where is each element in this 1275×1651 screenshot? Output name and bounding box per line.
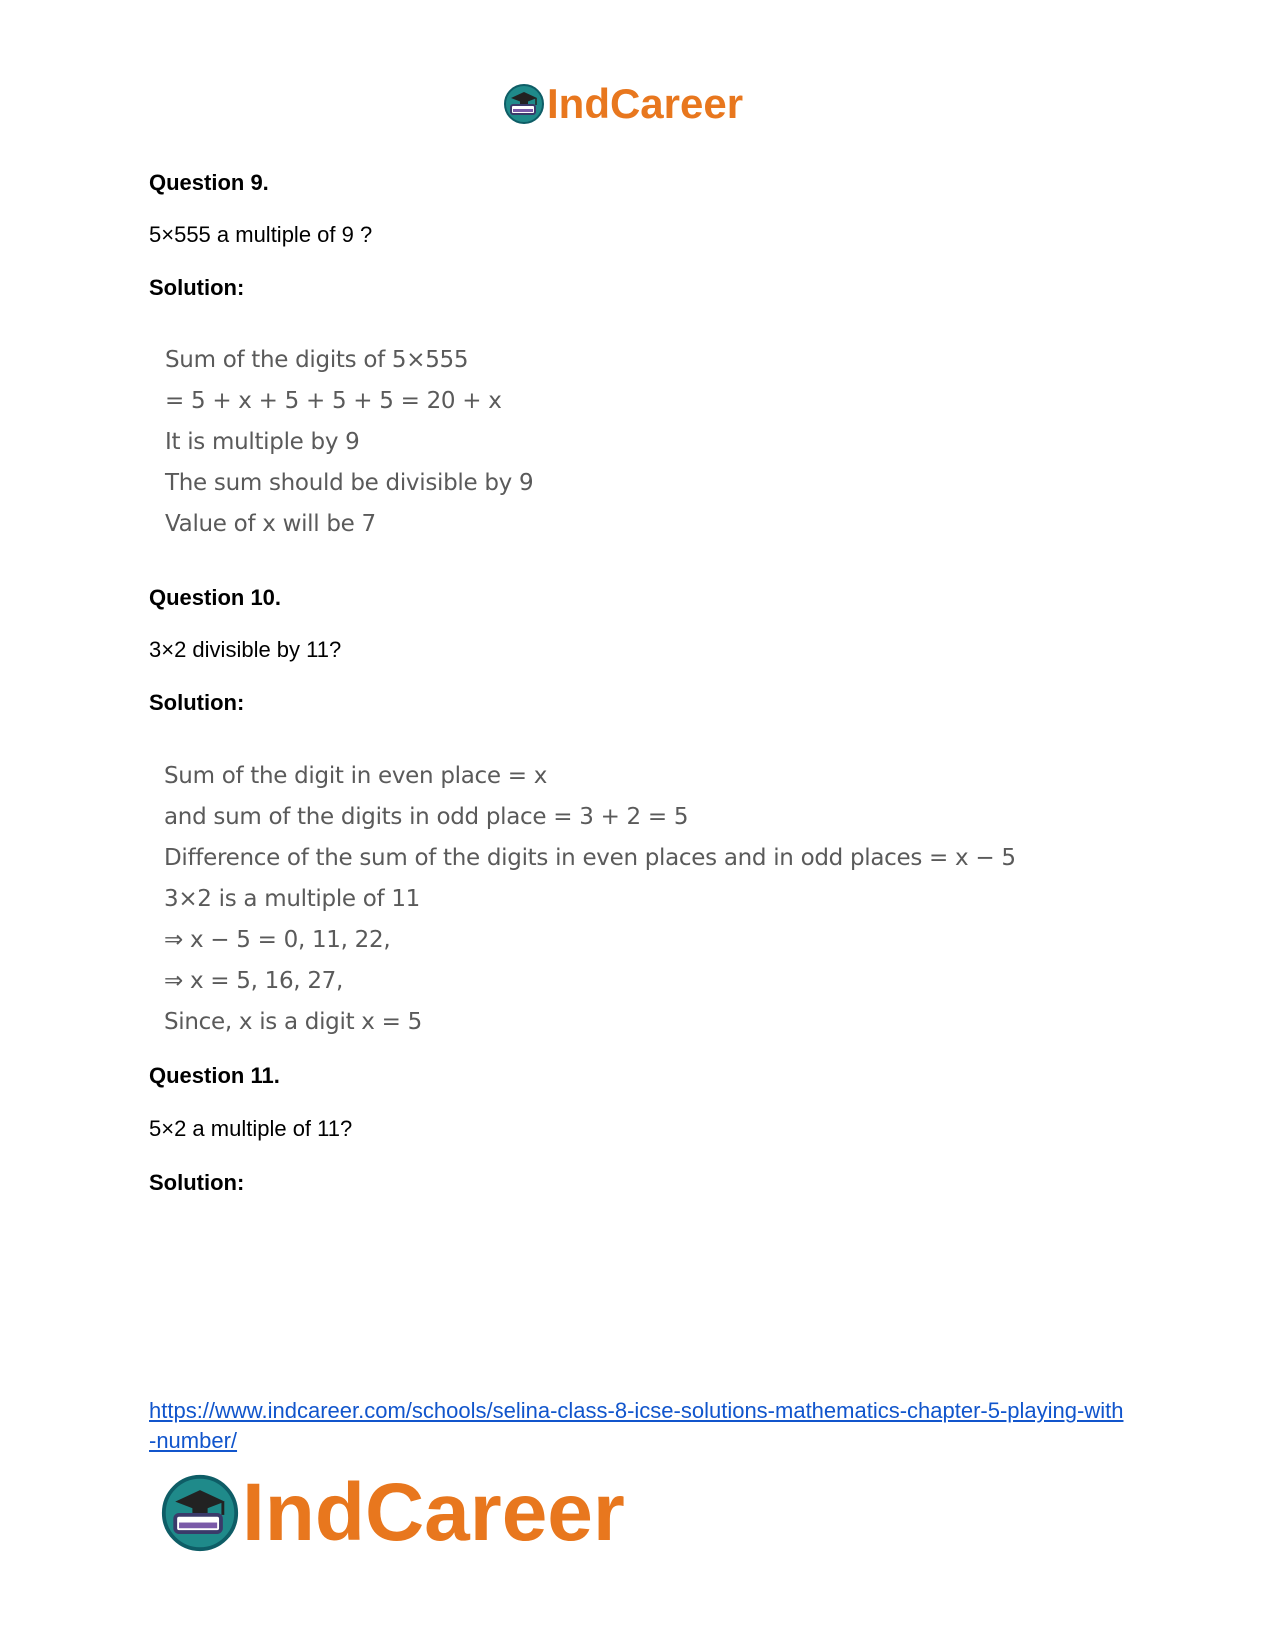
question-11-text: 5×2 a multiple of 11?	[149, 1116, 353, 1141]
question-10-solution-label: Solution:	[149, 690, 245, 715]
solution-line: Sum of the digits of 5×555	[165, 347, 469, 373]
question-10-solution	[164, 756, 1016, 1043]
solution-line: Sum of the digit in even place = x	[164, 763, 548, 789]
question-9-title: Question 9.	[149, 170, 269, 195]
solution-line: ⇒ x = 5, 16, 27,	[164, 968, 344, 994]
solution-line: Since, x is a digit x = 5	[164, 1009, 422, 1035]
solution-line: 3×2 is a multiple of 11	[164, 886, 421, 912]
solution-line: Value of x will be 7	[165, 511, 376, 537]
solution-line: ⇒ x − 5 = 0, 11, 22,	[164, 927, 391, 953]
solution-line: The sum should be divisible by 9	[165, 470, 534, 496]
source-url-link[interactable]: https://www.indcareer.com/schools/selina-class-8-icse-solutions-mathematics-chapter-5-playing-with-number/	[149, 1398, 1124, 1453]
question-10-text: 3×2 divisible by 11?	[149, 637, 342, 662]
question-9-solution-label: Solution:	[149, 275, 245, 300]
question-11-title: Question 11.	[149, 1063, 280, 1088]
footer-logo	[160, 1468, 625, 1558]
solution-line: and sum of the digits in odd place = 3 + 2 = 5	[164, 804, 689, 830]
question-10-title: Question 10.	[149, 585, 282, 610]
graduation-book-icon	[160, 1473, 240, 1553]
header-logo	[503, 78, 743, 130]
solution-line: Difference of the sum of the digits in even places and in odd places = x − 5	[164, 845, 1016, 871]
question-9-solution	[165, 340, 533, 545]
question-11-solution-label: Solution:	[149, 1170, 245, 1195]
graduation-book-icon	[503, 83, 545, 125]
logo-text: IndCareer	[547, 80, 744, 127]
solution-line: It is multiple by 9	[165, 429, 360, 455]
logo-text: IndCareer	[242, 1467, 625, 1558]
question-9-text: 5×555 a multiple of 9 ?	[149, 222, 373, 247]
solution-line: = 5 + x + 5 + 5 + 5 = 20 + x	[165, 388, 502, 414]
